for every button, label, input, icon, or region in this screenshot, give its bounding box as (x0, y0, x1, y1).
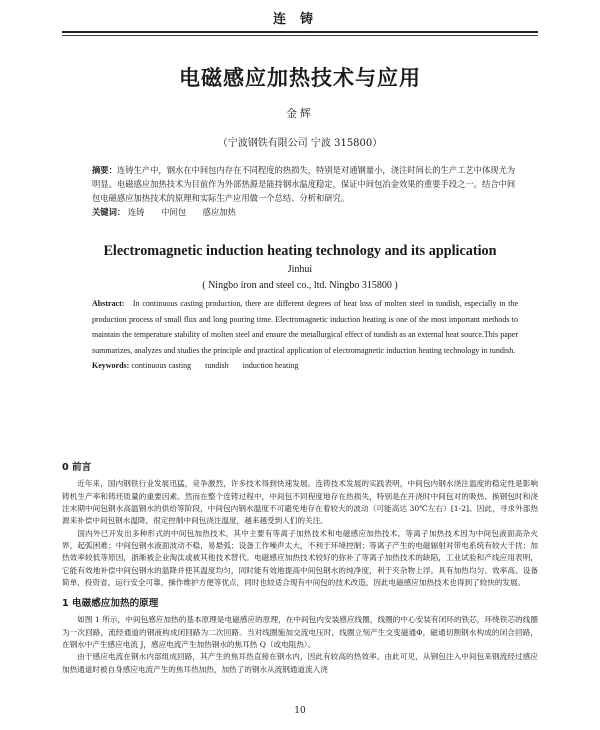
paper-title-en: Electromagnetic induction heating technology and its application (103, 243, 497, 259)
section-introduction (62, 462, 538, 589)
keyword-zh: 感应加热 (202, 207, 236, 217)
abstract-label-en: Abstract: (92, 299, 125, 308)
section-heading: 0 前言 (62, 462, 92, 473)
paragraph: 由于感应电流在钢水内部组成回路，其产生的焦耳热直接在钢水内，因此有较高的热效率。由此可见，从钢包注入中间包来钢流经过感应加热通道时被自身感应电流产生的焦耳热加热，加热了的钢水从流钢通道流入浇 (62, 652, 538, 674)
abstract-zh (92, 163, 518, 219)
header-rule-thick (62, 31, 538, 33)
paragraph: 如图 1 所示，中间包感应加热的基本原理是电磁感应的原理，在中间包内安装感应线圈，线圈的中心安装有闭环的铁芯，环绕铁芯的线圈为一次回路，流经通道的钢液构成闭回路为二次回路。当对线圈施加交流电压时，线圈立刻产生交变磁通Φ，磁通切割钢水构成的闭合回路，在钢水中产生感应电流 J，感应电流产生加热钢水的焦耳热 Q（或电阻热）。 (62, 615, 538, 649)
abstract-text-en: In continuous casting production, there are different degrees of heat loss of molten steel in tundish, especially in the production process of small flux and long pouring time. Electromagnetic induction heating is one of the most important methods to maintain the temperature stability of molten steel and ensure the metallurgical effect of tundish as an external heat source.This paper summarizes, analyzes and studies the principle and practical application of electromagnetic induction heating technology in tundish. (92, 299, 518, 355)
journal-name: 连铸 (272, 12, 327, 27)
author-en: Jinhui (287, 264, 313, 275)
keywords-label-zh: 关键词： (92, 207, 126, 217)
keyword-en: continuous casting (131, 361, 192, 370)
paper-title-zh: 电磁感应加热技术与应用 (179, 66, 421, 90)
abstract-text-zh: 连铸生产中，钢水在中间包内存在不同程度的热损失，特别是对通钢量小，浇注时间长的生产工艺中体现尤为明显。电磁感应加热技术为目前作为外部热源是能持钢水温度稳定，保证中间包冶金效果的重要手段之一。结合中间包电磁感应加热技术的原理和实际生产应用做一个总结、分析和研究。 (92, 165, 516, 203)
abstract-en (92, 296, 518, 374)
page-number: 10 (294, 706, 306, 716)
affiliation-en: ( Ningbo iron and steel co., ltd. Ningbo 315800 ) (202, 280, 398, 291)
abstract-label-zh: 摘要： (92, 165, 117, 175)
section-principle (62, 598, 538, 676)
keywords-zh (92, 205, 518, 219)
paragraph: 近年来，国内钢铁行业发展迅猛，竞争激烈，许多技术得到快速发展。连铸技术发展的实践表明，中间包内钢水浇注温度的稳定性是影响铸机生产率和铸坯质量的重要因素。然而在整个连铸过程中，中间包不同程度地存在热损失，特别是在开浇时中间包对的吸热、换钢包时和浇注末期中间包钢水高温钢水的供给等阶段，中间包内钢水温度不可避免地存在着较大的波动（可能高达 30℃左右）[1-2]。因此，寻求外部热源来补偿中间包钢水温降，很定控制中间包浇注温度，越来越受到人们的关注。 (62, 479, 538, 526)
paragraph: 国内外已开发出多种形式的中间包加热技术，其中主要有等离子加热技术和电磁感应加热技术。等离子加热技术因为中间包液面高杂火界，起弧困难；中间包钢水液面波动不稳，易悬弧；设备工作噪声太大，不利于环境控制；等离子产生的电磁辐射对带电系统有较大干扰；加热效率较低等原因，浙渐被企业淘汰或被其他技术替代。电磁感应加热技术较好的弥补了等离子加热技术的缺陷，工业试验和产线应用表明，它能有效地补偿中间包钢水的温降并使其温度均匀，同时能有效地提高中间包钢水的纯净度，利于夹杂物上浮。具有加热均匀、效率高、设备简单，投资省，运行安全可靠，操作维护方便等优点，同时也较适合现有中间包的技术改造，因此电磁感应加热技术也得到了较快的发展。 (62, 528, 538, 587)
journal-header (62, 8, 538, 36)
keywords-label-en: Keywords: (92, 361, 130, 370)
header-rule-thin (62, 35, 538, 36)
section-heading: 1 电磁感应加热的原理 (62, 598, 159, 609)
keyword-zh: 中间包 (161, 207, 186, 217)
keyword-en: tundish (205, 361, 229, 370)
keyword-zh: 连铸 (127, 207, 145, 217)
affiliation-zh: （宁波钢铁有限公司 宁波 315800） (217, 138, 383, 149)
keywords-en (92, 358, 518, 374)
author-zh: 金辉 (286, 107, 314, 120)
keyword-en: induction heating (242, 361, 299, 370)
